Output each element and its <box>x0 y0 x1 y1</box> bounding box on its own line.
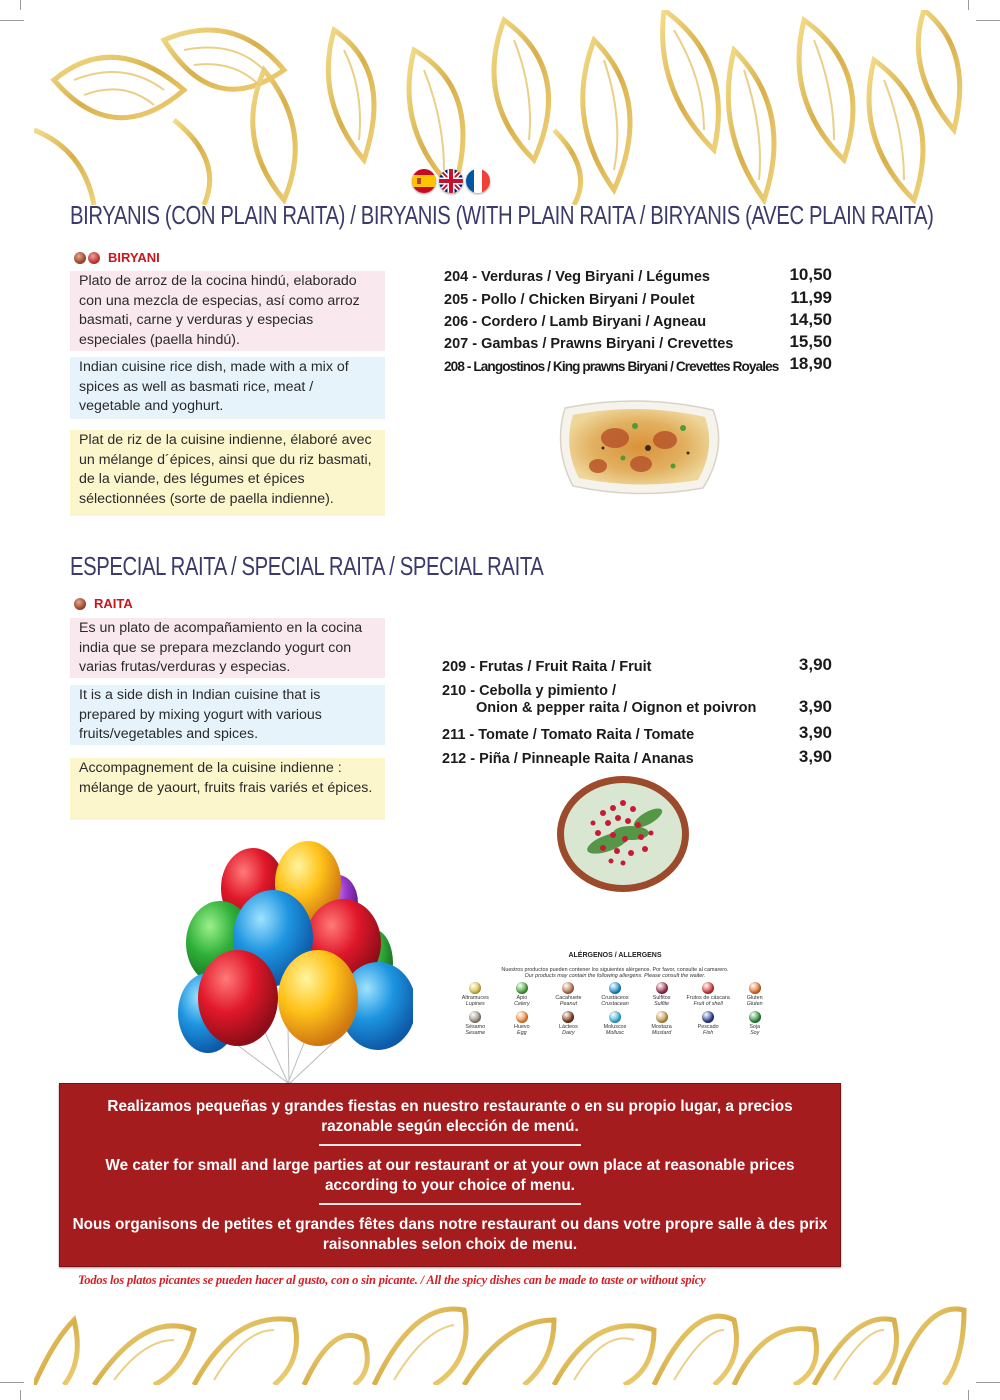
allergen-name-es: Lácteos <box>558 1024 578 1030</box>
allergens-note-en: Our products may contain the following allergens. Please consult the waiter. <box>524 973 706 979</box>
party-text-fr: Nous organisons de petites et grandes fêtes dans notre restaurant ou dans votre propre salle à des prix raisonnables selon choix de menu. <box>72 1216 828 1253</box>
allergen-icon <box>749 1011 761 1023</box>
menu-item-price: 18,90 <box>789 354 832 374</box>
allergen-icon <box>562 982 574 994</box>
biryani-menu-list <box>442 263 832 374</box>
allergen-name-en: Soy <box>750 1030 760 1036</box>
allergen-item <box>545 982 592 1007</box>
allergen-name-es: Crustáceos <box>601 995 629 1001</box>
allergen-item <box>545 1011 592 1036</box>
menu-item-name: 207 - Gambas / Prawns Biryani / Crevettes <box>444 336 734 353</box>
allergen-icon <box>562 1011 574 1023</box>
category-name: RAITA <box>94 596 133 611</box>
raita-menu-list <box>442 647 832 767</box>
allergen-item <box>592 982 639 1007</box>
menu-item <box>442 743 832 767</box>
crop-mark <box>976 1382 1000 1383</box>
crop-mark <box>968 0 969 10</box>
allergen-icon <box>516 982 528 994</box>
divider <box>319 1203 581 1205</box>
menu-item <box>442 717 832 743</box>
allergen-icon <box>516 1011 528 1023</box>
menu-item-name: 212 - Piña / Pinneaple Raita / Ananas <box>442 751 694 767</box>
allergen-name-es: Pescado <box>697 1024 719 1030</box>
menu-item-name: 205 - Pollo / Chicken Biryani / Poulet <box>444 291 695 308</box>
allergen-name-en: Fruit of shell <box>693 1001 723 1007</box>
biryani-dish-image <box>553 388 723 500</box>
allergen-item <box>452 982 499 1007</box>
allergens-legend <box>452 952 778 1036</box>
allergen-name-es: Huevo <box>514 1024 530 1030</box>
menu-item-name: 208 - Langostinos / King prawns Biryani / Crevettes Royales <box>444 359 779 375</box>
allergen-item <box>592 1011 639 1036</box>
menu-item <box>442 647 832 675</box>
allergen-name-en: Mollusc <box>605 1030 625 1036</box>
menu-item-price: 3,90 <box>798 723 832 742</box>
language-flags <box>412 169 490 193</box>
allergen-icon <box>609 982 621 994</box>
menu-item-name: 209 - Frutas / Fruit Raita / Fruit <box>442 659 652 675</box>
divider <box>319 1144 581 1146</box>
biryani-description-fr: Plat de riz de la cuisine indienne, élaboré avec un mélange d´épices, ainsi que du riz basmati, de la viande, des légumes et épices sélectionnées (sorte de paella indienne). <box>70 430 385 516</box>
allergen-name-en: Egg <box>517 1030 527 1036</box>
menu-item <box>442 308 832 330</box>
menu-item <box>442 330 832 352</box>
allergen-icon <box>609 1011 621 1023</box>
crop-mark <box>0 1382 24 1383</box>
allergen-name-es: Frutos de cáscara <box>686 995 730 1001</box>
menu-item-name-line2: Onion & pepper raita / Oignon et poivron <box>476 700 757 716</box>
allergen-name-en: Crustacean <box>601 1001 629 1007</box>
gold-leaf-decoration-top <box>34 10 968 205</box>
menu-item <box>442 352 832 374</box>
allergen-icon <box>469 1011 481 1023</box>
party-text-en: We cater for small and large parties at our restaurant or at your own place at reasonable prices according to your choice of menu. <box>105 1157 795 1194</box>
allergen-item <box>731 1011 778 1036</box>
allergen-name-en: Mustard <box>651 1030 672 1036</box>
category-name: BIRYANI <box>108 250 160 265</box>
allergen-icon <box>702 982 714 994</box>
allergen-icon <box>469 982 481 994</box>
allergens-grid <box>452 982 778 1036</box>
allergen-name-es: Soja <box>749 1024 761 1030</box>
raita-description-fr: Accompagnement de la cuisine indienne : mélange de yaourt, fruits frais variés et épices. <box>70 758 385 820</box>
gold-leaf-decoration-bottom <box>34 1300 968 1385</box>
crop-mark <box>20 0 21 10</box>
raita-category-label <box>74 596 133 611</box>
menu-item-price: 10,50 <box>789 265 832 285</box>
menu-item-price: 3,90 <box>798 655 832 674</box>
menu-item <box>442 675 832 717</box>
allergen-name-es: Cacahuete <box>555 995 582 1001</box>
spicy-level-icon <box>88 252 100 264</box>
crop-mark <box>976 20 1000 21</box>
party-balloons-image <box>168 838 413 1088</box>
allergen-name-en: Gluten <box>746 1001 763 1007</box>
biryani-section-title: BIRYANIS (CON PLAIN RAITA) / BIRYANIS (WITH PLAIN RAITA / BIRYANIS (AVEC PLAIN RAITA) <box>70 200 934 230</box>
crop-mark <box>968 1390 969 1400</box>
allergen-name-es: Altramuces <box>461 995 489 1001</box>
menu-item-name: 206 - Cordero / Lamb Biryani / Agneau <box>444 313 707 330</box>
crop-mark <box>20 1390 21 1400</box>
allergen-icon <box>656 1011 668 1023</box>
allergen-name-es: Sésamo <box>465 1024 486 1030</box>
allergen-item <box>685 1011 732 1036</box>
allergen-name-es: Sulfitos <box>652 995 671 1001</box>
biryani-description-en: Indian cuisine rice dish, made with a mix of spices as well as basmati rice, meat / vegetable and yoghurt. <box>70 357 385 419</box>
allergen-item <box>731 982 778 1007</box>
allergen-name-en: Fish <box>703 1030 714 1036</box>
menu-item-price: 14,50 <box>789 309 832 329</box>
spicy-dishes-note: Todos los platos picantes se pueden hacer al gusto, con o sin picante. / All the spicy dishes can be made to taste or without spicy <box>78 1273 706 1287</box>
allergen-icon <box>656 982 668 994</box>
allergen-item <box>638 1011 685 1036</box>
allergen-name-es: Apio <box>516 995 528 1001</box>
spain-flag-icon <box>412 169 436 193</box>
menu-item-price: 3,90 <box>798 747 832 766</box>
raita-section-title: ESPECIAL RAITA / SPECIAL RAITA / SPECIAL RAITA <box>70 551 544 581</box>
allergen-item <box>638 982 685 1007</box>
allergen-name-es: Moluscos <box>603 1024 627 1030</box>
uk-flag-icon <box>439 169 463 193</box>
biryani-description-es: Plato de arroz de la cocina hindú, elaborado con una mezcla de especias, así como arroz basmati, carne y verduras y especias especiales (paella hindú). <box>70 271 385 351</box>
party-text-es: Realizamos pequeñas y grandes fiestas en nuestro restaurante o en su propio lugar, a precios razonable según elección de menú. <box>107 1098 793 1135</box>
menu-item <box>442 263 832 285</box>
crop-mark <box>0 20 24 21</box>
menu-item-name: 204 - Verduras / Veg Biryani / Légumes <box>444 269 710 286</box>
allergens-title: ALÉRGENOS / ALLERGENS <box>568 952 662 959</box>
menu-item <box>442 285 832 307</box>
allergen-icon <box>749 982 761 994</box>
raita-description-es: Es un plato de acompañamiento en la cocina india que se prepara mezclando yogurt con varias frutas/verduras y especias. <box>70 618 385 678</box>
allergen-item <box>452 1011 499 1036</box>
allergen-name-en: Peanut <box>559 1001 577 1007</box>
menu-item-price: 3,90 <box>798 697 832 716</box>
allergen-item <box>499 1011 546 1036</box>
allergen-name-es: Gluten <box>746 995 763 1001</box>
allergen-name-en: Dairy <box>562 1030 575 1036</box>
allergen-name-en: Sulfite <box>654 1001 670 1007</box>
party-catering-banner <box>59 1083 841 1267</box>
menu-item-name <box>442 683 756 717</box>
france-flag-icon <box>466 169 490 193</box>
allergens-note-es: Nuestros productos pueden contener los siguientes alérgenos. Por favor, consulte al camarero. <box>501 967 729 973</box>
menu-item-name: 211 - Tomate / Tomato Raita / Tomate <box>442 727 695 743</box>
biryani-category-label <box>74 250 160 265</box>
raita-description-en: It is a side dish in Indian cuisine that is prepared by mixing yogurt with various fruits/vegetables and spices. <box>70 685 385 745</box>
allergen-name-en: Lupines <box>465 1001 485 1007</box>
raita-dish-image <box>553 773 693 895</box>
allergen-icon <box>702 1011 714 1023</box>
spicy-level-icon <box>74 598 86 610</box>
menu-item-name-line1: 210 - Cebolla y pimiento / <box>442 683 617 699</box>
menu-item-price: 15,50 <box>789 332 832 352</box>
allergen-name-es: Mostaza <box>651 1024 672 1030</box>
allergen-item <box>685 982 732 1007</box>
spicy-level-icon <box>74 252 86 264</box>
allergen-name-en: Sesame <box>465 1030 486 1036</box>
allergen-item <box>499 982 546 1007</box>
allergen-name-en: Celery <box>514 1001 530 1007</box>
menu-item-price: 11,99 <box>790 287 832 307</box>
